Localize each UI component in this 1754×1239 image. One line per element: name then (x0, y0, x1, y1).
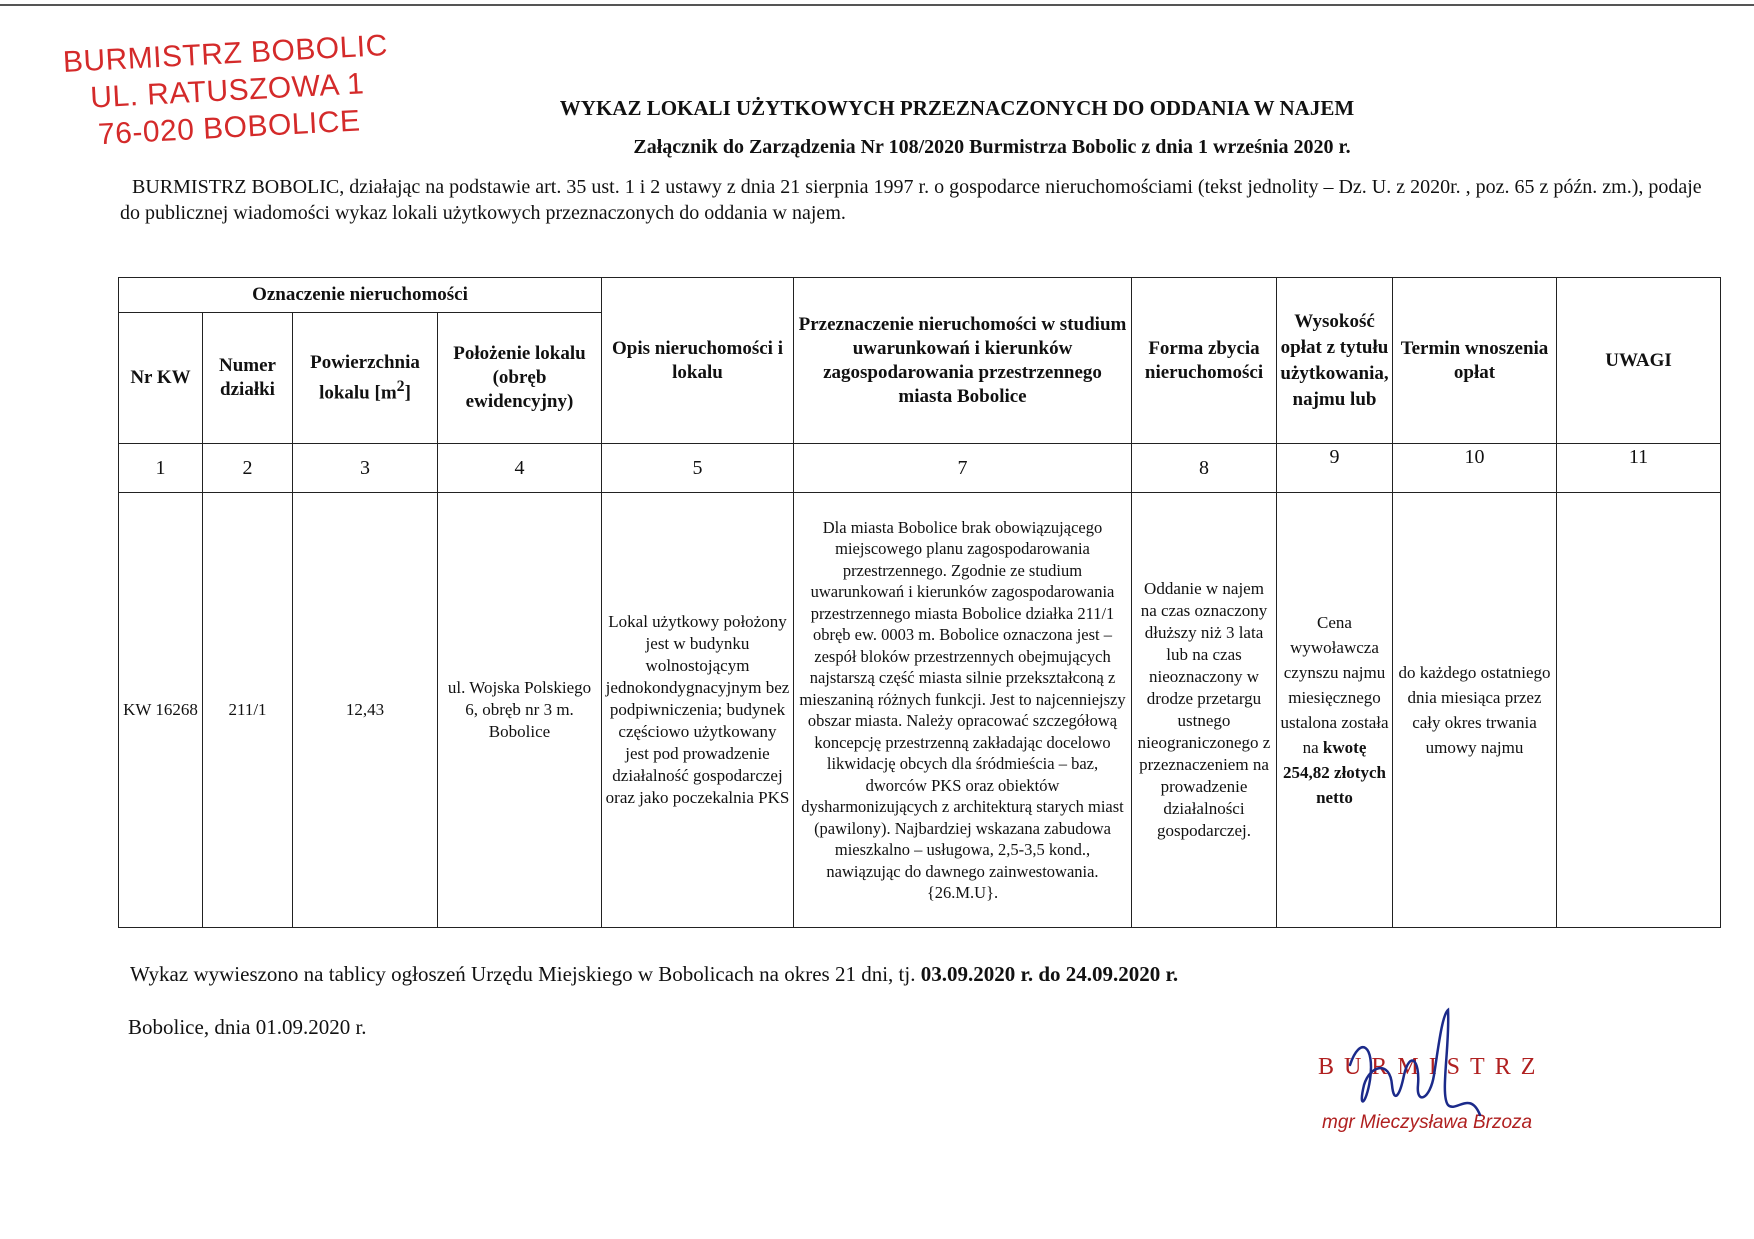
header-powierzchnia-text: Powierzchnia lokalu [m (310, 351, 420, 404)
cell-przeznaczenie: Dla miasta Bobolice brak obowiązującego miejscowego planu zagospodarowania przestrzennego. Zgodnie ze studium uwarunkowań i kierunków zagospodarowania przestrzennego miasta Bobolice działka 211/1 obręb ew. 0003 m. Bobolice oznaczona jest – zespół bloków przestrzennych obejmujących najstarszą część miasta silnie przekształconą z mieszaniną różnych funkcji. Jest to najcenniejszy obszar miasta. Należy opracować szczegółową koncepcję przestrzenną zakładając docelowo likwidację obcych dla śródmieścia – baz, dworców PKS oraz obiektów dysharmonizujących z architekturą starych miast (pawilony). Najbardziej wskazana zabudowa mieszkalno – usługowa, 2,5-3,5 kond., nawiązując do dawnego zainwestowania. {26.M.U}. (794, 493, 1132, 928)
place-date: Bobolice, dnia 01.09.2020 r. (128, 1015, 367, 1039)
col-number: 7 (794, 444, 1132, 493)
col-number: 4 (438, 444, 602, 493)
top-border-line (0, 4, 1754, 6)
stamp-line-3: 76-020 BOBOLICE (97, 104, 362, 152)
cell-polozenie: ul. Wojska Polskiego 6, obręb nr 3 m. Bobolice (438, 493, 602, 928)
stamp-line-2: UL. RATUSZOWA 1 (89, 67, 366, 115)
cell-powierzchnia: 12,43 (293, 493, 438, 928)
header-uwagi: UWAGI (1557, 278, 1721, 444)
posting-notice-text: Wykaz wywieszono na tablicy ogłoszeń Urzędu Miejskiego w Bobolicach na okres 21 dni, tj. (130, 962, 916, 986)
header-nr-kw: Nr KW (119, 313, 203, 444)
col-number: 10 (1393, 444, 1557, 493)
cell-numer-dzialki: 211/1 (203, 493, 293, 928)
header-powierzchnia (293, 313, 438, 444)
cell-forma: Oddanie w najem na czas oznaczony dłuższy niż 3 lata lub na czas nieoznaczony w drodze przetargu ustnego nieograniczonego z przeznaczeniem na prowadzenie działalności gospodarczej. (1132, 493, 1277, 928)
document-title: WYKAZ LOKALI UŻYTKOWYCH PRZEZNACZONYCH DO ODDANIA W NAJEM (559, 96, 1355, 120)
col-number: 1 (119, 444, 203, 493)
posting-notice-dates: 03.09.2020 r. do 24.09.2020 r. (920, 962, 1179, 986)
handwritten-signature (1330, 1005, 1530, 1145)
group-header: Oznaczenie nieruchomości (119, 278, 602, 313)
premises-table (118, 277, 1721, 928)
col-number: 3 (293, 444, 438, 493)
header-wysokosc: Wysokość opłat z tytułu użytkowania, najmu lub (1277, 278, 1393, 444)
posting-notice (130, 962, 1178, 987)
intro-paragraph: BURMISTRZ BOBOLIC, działając na podstawie art. 35 ust. 1 i 2 ustawy z dnia 21 sierpnia 1997 r. o gospodarce nieruchomościami (tekst jednolity – Dz. U. z 2020r. , poz. 65 z późn. zm.), podaje do publicznej wiadomości wykaz lokali użytkowych przeznaczonych do oddania w najem. (120, 176, 1702, 224)
cell-wysokosc-text: Cena wywoławcza czynszu najmu miesięcznego ustalona została na (1280, 613, 1389, 757)
document-subtitle: Załącznik do Zarządzenia Nr 108/2020 Burmistrza Bobolic z dnia 1 września 2020 r. (633, 136, 1351, 158)
header-przeznaczenie: Przeznaczenie nieruchomości w studium uwarunkowań i kierunków zagospodarowania przestrzennego miasta Bobolice (794, 278, 1132, 444)
cell-termin: do każdego ostatniego dnia miesiąca przez cały okres trwania umowy najmu (1393, 493, 1557, 928)
header-termin: Termin wnoszenia opłat (1393, 278, 1557, 444)
signature-name: mgr Mieczysława Brzoza (1322, 1112, 1533, 1133)
cell-opis: Lokal użytkowy położony jest w budynku wolnostojącym jednokondygnacyjnym bez podpiwniczenia; budynek częściowo użytkowany jest pod prowadzenie działalność gospodarczej oraz jako poczekalnia PKS (602, 493, 794, 928)
col-number: 8 (1132, 444, 1277, 493)
cell-wysokosc (1277, 493, 1393, 928)
header-numer-dzialki: Numer działki (203, 313, 293, 444)
cell-wysokosc-amount: kwotę 254,82 złotych netto (1283, 738, 1386, 807)
header-polozenie: Położenie lokalu (obręb ewidencyjny) (438, 313, 602, 444)
header-powierzchnia-sup: 2 (396, 377, 405, 395)
col-number: 11 (1557, 444, 1721, 493)
header-forma: Forma zbycia nieruchomości (1132, 278, 1277, 444)
signature-title: BURMISTRZ (1318, 1054, 1546, 1080)
col-number: 5 (602, 444, 794, 493)
header-powierzchnia-end: ] (404, 382, 411, 404)
cell-nr-kw: KW 16268 (119, 493, 203, 928)
col-number: 2 (203, 444, 293, 493)
header-opis: Opis nieruchomości i lokalu (602, 278, 794, 444)
cell-uwagi (1557, 493, 1721, 928)
col-number: 9 (1277, 444, 1393, 493)
stamp-line-1: BURMISTRZ BOBOLIC (62, 28, 389, 79)
